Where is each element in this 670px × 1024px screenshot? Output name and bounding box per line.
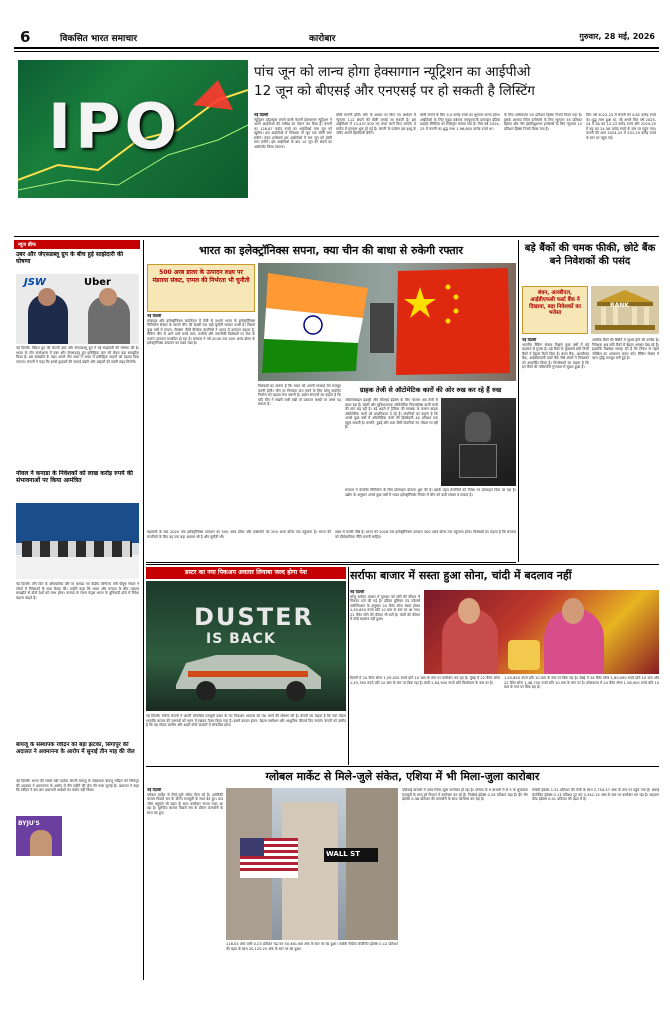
woman-right-face: [562, 598, 584, 624]
paper-name: विकसित भारत समाचार: [60, 34, 138, 44]
suv-text: नई दिल्ली। रेनॉल्ट कंपनी ने अपनी लोकप्रिय एसयूवी डस्टर के नए पिकअप अवतार को पेश करने की घोषणा की है। कंपनी का कहना है कि नया मॉडल भारतीय बाजार की जरूरतों को ध्यान में रखकर तैयार किया गया है। इसमें दमदार इंजन, बेहतर सस्पेंशन और आधुनिक फीचर्स दिए जाएंगे। कंपनी को उम्मीद है कि यह मॉडल ग्रामीण और शहरी दोनों बाजारों में लोकप्रिय होगा।: [146, 714, 346, 727]
elec-subhead: 500 अरब डालर के उत्पादन लक्ष्य पर मंडराया संकट, एप्पल की निर्भरता भी चुनौती: [152, 269, 250, 284]
gold-divider: [348, 567, 349, 765]
elec-text-5: लक्ष्य से काफी पीछे है। भारत को 2026 तक इलेक्ट्रॉनिक्स उत्पादन 300 अरब डॉलर तक पहुंचाना होगा। विशेषज्ञों का कहना है कि सरकार को दीर्घकालिक नीति बनानी चाहिए।: [335, 530, 516, 539]
banks-text-2: आर्थिक बैंकों की स्थिति में सुधार होने की उम्मीद है। निवेशक अब छोटे बैंकों में बेहतर अवसर देख रहे हैं। हालांकि विशेषज्ञ सलाह देते हैं कि निवेश से पहले जोखिम का आकलन जरूर करें। बैंकिंग सेक्टर में ऋण वृद्धि मजबूत बनी हुई है।: [592, 338, 659, 360]
global-dateline: नई दिल्ली: [147, 788, 162, 792]
elec-text-1: [147, 314, 255, 528]
wall-street-sign: WALL ST: [326, 850, 360, 858]
person-left-head: [38, 288, 56, 306]
duster-ad-text-1: DUSTER: [194, 603, 314, 631]
global-text-3: एशियाई बाजारों में आज मिला-जुला कारोबार हो रहा है। एशिया के 9 बाजारों में से 5 के सूचकांक मजबूती के साथ हरे निशान में कारोबार कर रहे हैं। निक्केई इंडेक्स 0.24 प्रतिशत चढ़ा है। हैंग सेंग इंडेक्स 0.38 प्रतिशत की कमजोरी के साथ कारोबार कर रहा है।: [402, 788, 528, 801]
gear-base: [459, 444, 497, 478]
issue-date: गुरुवार, 28 मई, 2026: [579, 32, 655, 41]
bank-photo: [591, 286, 659, 334]
section-rule-2: [146, 564, 659, 565]
sidebar-text-1: नई दिल्ली। जिंदल ग्रुप की कंपनी उबर और जेएसडब्लू ग्रुप ने नई साझेदारी की घोषणा की है। भारत के टॉप स्टार्टअप्स में उबर और जेएसडब्लू ग्रुप इलेक्ट्रिक कार को लेकर बड़ा समझौता किया है। इस समझौते के तहत अगले तीन साल में भारत में इलेक्ट्रिक वाहनों को बढ़ावा दिया जाएगा। कंपनी ने कहा कि इससे ड्राइवरों की कमाई बढ़ेगी और ग्राहकों को सस्ती राइड मिलेगी।: [16, 346, 139, 364]
jewelry-display: [508, 640, 540, 670]
byjus-logo: BYJU'S: [18, 820, 40, 827]
suv-headline: डस्टर का नया पिकअप अवतार लियाबा जल्द होगा पेश: [185, 569, 307, 576]
banks-headline: बड़े बैंकों की चमक फीकी, छोटे बैंक बने निवेशकों की पसंद: [524, 243, 656, 267]
ipo-image-text: IPO: [48, 90, 182, 163]
elec-text-4: महामारी के बाद 2020 तक इलेक्ट्रॉनिक्स उत्पादन का 500 अरब डॉलर और एक्सपोर्ट को 200 अरब डॉलर तक पहुंचाना है। भारत की कंपनियों के लिए यह एक बड़ा अवसर भी है और चुनौती भी।: [147, 530, 331, 539]
ipo-text-1: न्यूट्रिशन प्रोडक्ट्स बनाने वाली कंपनी हेक्सागान न्यूट्रिशन ने अपने आईपीओ की तारीख का ऐलान कर दिया है। कंपनी का 128.87 करोड़ रुपये का आईपीओ पांच जून को खुलेगा। इस आईपीओ में निवेशक नौ जून तक बोली लगा सकेंगे। एंकर इन्वेस्टर्स इस आईपीओ में चार जून को बोली लगा सकेंगे। इस आईपीओ के बाद 10 जून को शेयरों का अलॉटमेंट किया जाएगा।: [254, 117, 332, 149]
ipo-col3: बोली लगाने के लिए 4.5 करोड़ रुपये का भुगतान करना होगा। आईपीओ के लिए मुख्य प्रबंधक एमयूएफजी इनटाइम इंडिया प्राइवेट लिमिटेड को रजिस्ट्रार बनाया गया है। वित्त वर्ष 2024-25 में कंपनी का शुद्ध लाभ 1,96,805 करोड़ रुपये था।: [420, 113, 500, 131]
gold-headline: सर्राफा बाजार में सस्ता हुआ सोना, चांदी में बदलाव नहीं: [350, 569, 572, 582]
ipo-col5: वित्त वर्ष 2022-23 में कंपनी को 5.82 करोड़ रुपये का शुद्ध लाभ हुआ था, जो अगले वित्त वर्ष 2023-24 में बढ़ कर 12.23 करोड़ रुपये और 2024-25 में बढ़ कर 24.38 करोड़ रुपये के स्तर पर पहुंच गया। कंपनी की आय 2024-25 में 331.29 करोड़ रुपये के स्तर पर पहुंच गई।: [586, 113, 656, 140]
conference-people: [22, 541, 132, 557]
ipo-dateline: नई दिल्ली: [254, 113, 269, 117]
gold-dateline: नई दिल्ली: [350, 590, 365, 594]
person-right-head: [99, 288, 117, 306]
conference-backdrop: [16, 503, 139, 543]
jewelry-photo: [424, 590, 659, 674]
banks-text-1: [522, 338, 589, 562]
elec-bottom-rule: [146, 562, 516, 563]
global-text-4: कोस्पी इंडेक्स 1.31 प्रतिशत की तेजी के साथ 2,754.57 अंक के स्तर पर पहुंच गया है। शंघाई कंपोजिट इंडेक्स 0.13 प्रतिशत टूट कर 3,342.15 अंक के स्तर पर कारोबार कर रहा है। ताइवान वेटेड इंडेक्स 0.41 प्रतिशत की बढ़त में है।: [532, 788, 659, 801]
banks-callout: बंधन, आरबीएल, आईडीएफसी फर्स्ट बैंक ने दिखाया, बड़ा निवेशकों का भरोसा: [529, 290, 581, 317]
section-rule-3: [146, 766, 659, 767]
elec-text-2: विशेषज्ञों का मानना है कि भारत को अपनी सप्लाई चेन मजबूत करनी होगी। चीन पर निर्भरता कम करने के लिए घरेलू कंपोनेंट निर्माण को बढ़ावा देना जरूरी है। उद्योग संगठनों का कहना है कि यदि चीन ने सख्ती जारी रखी तो उत्पादन लक्ष्यों पर असर पड़ सकता है।: [258, 384, 341, 406]
ipo-headline: पांच जून को लान्च होगा हेक्सागान न्यूट्रिशन का आईपीओ 12 जून को बीएसई और एनएसई पर हो सकती है लिस्टिंग: [254, 64, 535, 99]
section-name: कारोबार: [309, 34, 336, 44]
banks-divider: [518, 240, 519, 562]
gear-knob: [465, 412, 491, 442]
ipo-col1: [254, 113, 332, 231]
ipo-col2: बोली लगानी होगी। लॉट के आधार पर किए गए आवेदन में न्यूनतम 112 शेयरों की बोली लगाई जा सकती है। इस आईपीओ में 13,437,500 नए शेयर जारी किए जाएंगे। ग्रे मार्केट में हलचल शुरू हो गई है। कंपनी के प्रमोटर इस इश्यू के जरिए अपनी हिस्सेदारी बेचेंगे।: [336, 113, 416, 135]
global-text-1: [147, 788, 223, 980]
auto-text: ऑटोमोबाइल इंडस्ट्री और बीएसई इंडेक्स के लिए बाजार अब तेजी से बदल रहा है। सस्ती और सुविधाजनक ऑटोमेटिक गियरबॉक्स वाली कारों की मांग बढ़ रही है। बड़े शहरों में ट्रैफिक की समस्या के कारण ग्राहक ऑटोमेटिक कारों को प्राथमिकता दे रहे हैं। कंपनियों का कहना है कि अगले कुछ वर्षों में ऑटोमेटिक कारों की हिस्सेदारी 40 प्रतिशत तक पहुंच सकती है। मारुति, हुंडई और टाटा जैसी कंपनियां नए मॉडल ला रही हैं।: [345, 398, 438, 429]
auto-headline: ग्राहक तेजी से ऑटोमेटिक कारों की ओर रुख कर रहे हैं रुख: [359, 386, 502, 394]
gear-shift-photo: [441, 398, 516, 486]
conference-table: [16, 555, 139, 579]
duster-ad: [146, 581, 346, 711]
masthead-rule-thin: [14, 51, 659, 52]
global-text-2: 118.03 अंक यानी 0.23 प्रतिशत चढ़ कर 50,461.68 अंक के स्तर पर बंद हुआ। जबकि नैस्डैक कंपोजिट इंडेक्स 0.12 प्रतिशत की बढ़त के साथ 20,120.25 अंक के स्तर पर बंद हुआ।: [226, 942, 398, 951]
banks-dateline: नई दिल्ली: [522, 338, 537, 342]
sidebar-text-2: नई दिल्ली। तीन दिन के औपचारिक दौरे पर कनाडा गए केंद्रीय वाणिज्य मंत्री पीयूष गोयल ने टोरंटो में निवेशकों के साथ बैठक की। उन्होंने कहा कि भारत और कनाडा के बीच व्यापार समझौते से दोनों देशों को लाभ होगा। कनाडा के पेंशन फंड्स भारत के बुनियादी ढांचे में निवेश बढ़ाना चाहते हैं।: [16, 582, 139, 600]
flags-photo: [258, 263, 516, 381]
sidebar-headline-2: नोवल ने कनाडा के निवेशकों को लाख करोड़ रुपये की संभावनाओं पर किया आमंत्रित: [16, 470, 133, 485]
elec-text-1-body: मोबाइल और इलेक्ट्रॉनिक्स कंपोनेंट्स में तेजी से उभरते भारत के इलेक्ट्रॉनिक्स विनिर्माण सेक्टर के सामने चीन की सख्ती एक बड़ी चुनौती बनकर उभरी है। पिछले कुछ वर्षों में एप्पल, सैमसंग जैसी वैश्विक कंपनियों ने भारत में उत्पादन बढ़ाया है, लेकिन चीन से आने वाले कच्चे माल, मशीनों और तकनीकी विशेषज्ञों पर रोक के कारण उत्पादन प्रभावित हो रहा है। सरकार ने वर्ष 2030 तक 500 अरब डॉलर के इलेक्ट्रॉनिक्स उत्पादन का लक्ष्य रखा है।: [147, 318, 255, 345]
jsw-uber-photo: [16, 274, 139, 344]
kicker-label: न्यूज ब्रीफ: [18, 241, 36, 248]
gold-text-3: 1,45,650 रुपये प्रति 10 ग्राम के स्तर पर बिक रहा है। चेन्नई में 24 कैरेट सोना 1,60,090 रुपये प्रति 10 ग्राम और 22 कैरेट सोना 1,46,750 रुपये प्रति 10 ग्राम के स्तर पर है। कोलकाता में 24 कैरेट सोना 1,58,900 रुपये प्रति 10 ग्राम के स्तर पर बिक रहा है।: [504, 676, 659, 689]
wall-street-photo: [226, 788, 398, 940]
suv-headline-box: [146, 567, 346, 579]
sidebar-kicker: [14, 240, 140, 249]
page-number: 6: [20, 28, 31, 46]
auto-headline-box: [345, 384, 516, 396]
masthead-rule: [14, 47, 659, 49]
elec-headline: भारत का इलेक्ट्रॉनिक्स सपना, क्या चीन की बाधा से रुकेगी रफ्तार: [199, 244, 463, 257]
banks-callout-box: [522, 286, 588, 334]
banks-text-1-body: भारतीय बैंकिंग सेक्टर पिछले कुछ वर्षों में बड़े बदलाव से गुजरा है। बड़े बैंकों के मुकाबले छोटे निजी बैंकों ने बेहतर रिटर्न दिया है। बंधन बैंक, आरबीएल बैंक, आईडीएफसी फर्स्ट बैंक जैसे शेयरों ने निवेशकों को आकर्षित किया है। विश्लेषकों का कहना है कि इन बैंकों की परिसंपत्ति गुणवत्ता में सुधार हुआ है।: [522, 342, 589, 369]
elec-text-3: सरकार ने कंपोनेंट विनिर्माण के लिए प्रोत्साहन योजना शुरू की है। इसके तहत कंपनियों को निवेश पर प्रोत्साहन दिया जा रहा है। उद्योग के अनुसार अगले कुछ वर्षों में भारत इलेक्ट्रॉनिक्स निर्यात में चीन को कड़ी टक्कर दे सकता है।: [345, 488, 516, 497]
gold-text-1-body: घरेलू सर्राफा बाजार में गुरुवार को सोने की कीमत में गिरावट दर्ज की गई है। इंडिया बुलियन एंड ज्वेलर्स एसोसिएशन के अनुसार 24 कैरेट सोना सस्ता होकर 1,45,650 रुपये प्रति 10 ग्राम के स्तर पर आ गया। 22 कैरेट सोने की कीमत भी घटी है। चांदी की कीमत में कोई बदलाव नहीं हुआ।: [350, 594, 420, 621]
duster-ad-text-2: IS BACK: [206, 631, 276, 647]
sidebar-text-3: नई दिल्ली। भारत की सबसे बड़ी एडटेक कंपनी बायजू के संस्थापक बायजू रवींद्रन को सिंगापुर की अदालत ने अवमानना के आरोप में तीन महीने की जेल की सजा सुनाई है। अदालत ने कहा कि रवींद्रन ने बार-बार अदालती आदेशों का पालन नहीं किया।: [16, 779, 139, 792]
global-text-1-body: ग्लोबल मार्केट से मिले-जुले संकेत मिल रहे हैं। अमेरिकी बाजार पिछले सत्र के दौरान मजबूती के साथ बंद हुए। डाउ जोंस फ्यूचर्स भी बढ़त के साथ कारोबार करता नजर आ रहा है। यूरोपीय बाजार पिछले सत्र के दौरान कमजोरी के साथ बंद हुए।: [147, 792, 223, 815]
ipo-col4: के लिए अधिकतम 50 प्रतिशत हिस्सा रिजर्व किया गया है। इसके अलावा रिटेल इन्वेस्टर्स के लिए न्यूनतम 35 प्रतिशत हिस्सा और नॉन इंस्टीट्यूशनल इन्वेस्टर्स के लिए न्यूनतम 15 प्रतिशत हिस्सा रिजर्व किया गया है।: [504, 113, 582, 131]
sidebar-headline-3: बायजू के संस्थापक रवींद्रन को बड़ा झटका, सिंगापुर की अदालत ने अवमानना के आरोप में सुनाई तीन माह की जेल: [16, 742, 135, 755]
section-rule-1: [14, 236, 659, 237]
masthead: [14, 26, 659, 46]
ipo-image: [18, 60, 248, 198]
jsw-logo: JSW: [24, 277, 46, 288]
gold-text-2: दिल्ली में 24 कैरेट सोना 1,59,020 रुपये प्रति 10 ग्राम के स्तर पर कारोबार कर रहा है। मुंबई में 22 कैरेट सोना 1,45,760 रुपये प्रति 10 ग्राम के स्तर पर बिक रहा है। चांदी 2,84,900 रुपये प्रति किलोग्राम के स्तर पर है।: [350, 676, 500, 685]
sidebar-divider: [143, 240, 144, 980]
elec-subhead-box: [147, 264, 255, 312]
sidebar-headline-1: उबर और जेएसडब्लू ग्रुप के बीच हुई साझेदारी की घोषणा: [16, 251, 124, 265]
global-headline: ग्लोबल मार्केट से मिले-जुले संकेत, एशिया में भी मिला-जुला कारोबार: [265, 770, 540, 783]
gold-text-1: [350, 590, 420, 670]
conference-photo: [16, 503, 139, 579]
elec-headline-banner: [146, 240, 516, 262]
elec-dateline: नई दिल्ली: [147, 314, 162, 318]
woman-left-face: [458, 598, 480, 624]
uber-logo: Uber: [84, 277, 111, 288]
bank-sign: BANK: [610, 302, 629, 309]
